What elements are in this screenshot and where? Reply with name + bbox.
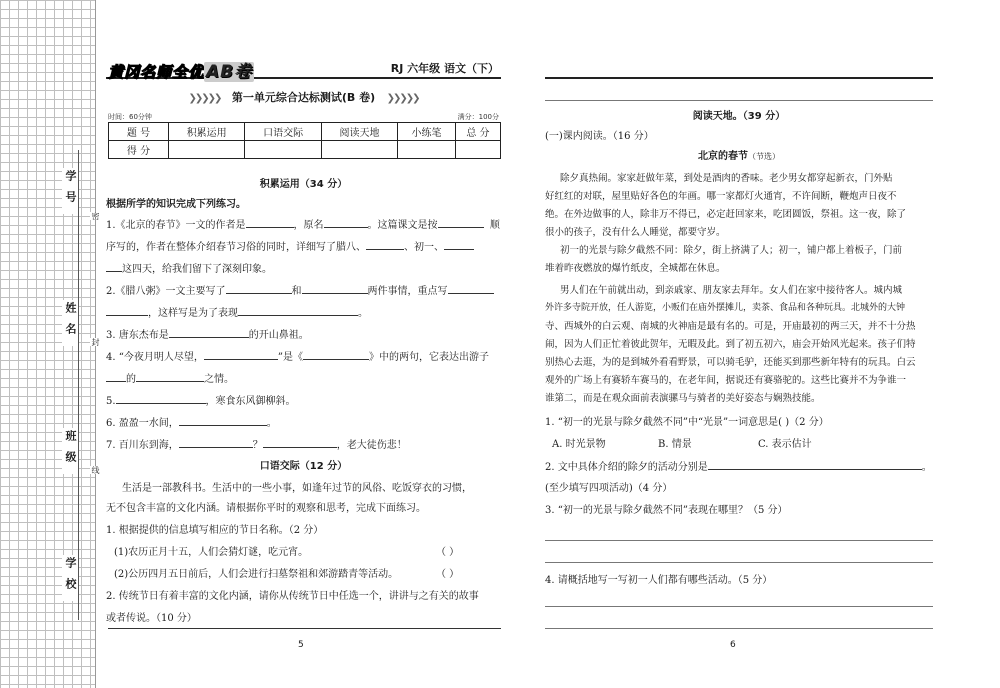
side-label-name: 姓名 [64, 302, 77, 344]
answer-line[interactable] [545, 628, 933, 629]
answer-line[interactable] [108, 628, 501, 629]
blank[interactable] [263, 436, 337, 448]
question-5: 5. ，寒食东风御柳斜。 [106, 392, 296, 411]
passage-line: 别热心去逛，为的是到城外看看野景，可以骑毛驴，还能买到那些新年特有的玩具。白云 [545, 357, 916, 368]
binding-margin [0, 0, 100, 688]
blank[interactable] [246, 216, 294, 228]
score-cell[interactable] [169, 141, 245, 159]
question-1-line-1: 1.《北京的春节》一文的作者是 ，原名 。这篇课文是按 顺 [106, 216, 500, 235]
answer-line[interactable] [545, 562, 933, 563]
passage-line: 谁第二，而是在观众面前表演骡马与骑者的美好姿态与娴熟技能。 [545, 393, 821, 404]
brand-ab: AB卷 [206, 62, 253, 82]
score-cell[interactable] [321, 141, 397, 159]
exam-total-score: 满分：100分 [457, 113, 499, 121]
passage-line: 除夕真热闹。家家赶做年菜，到处是酒肉的香味。老少男女都穿起新衣，门外贴 [560, 173, 893, 184]
blank[interactable] [179, 414, 267, 426]
option-c[interactable]: C. 表示估计 [758, 439, 812, 450]
passage-line: 男人们在午前就出动，到亲戚家、朋友家去拜年。女人们在家中接待客人。城内城 [560, 285, 903, 296]
page-number-right: 6 [730, 640, 736, 650]
blank[interactable] [438, 216, 484, 228]
score-cell[interactable] [455, 141, 500, 159]
blank[interactable] [448, 282, 494, 294]
exam-title: 第一单元综合达标测试(B 卷) [231, 91, 376, 104]
exam-title-row [106, 89, 501, 105]
blank[interactable] [136, 370, 204, 382]
right-header-rule [545, 77, 933, 79]
oral-question-1-item-2: (2)公历四月五日前后，人们会进行扫墓祭祖和郊游踏青等活动。 [114, 569, 399, 580]
chevron-decor-icon: ❯❯❯❯❯ [386, 93, 419, 104]
answer-line[interactable] [545, 606, 933, 607]
passage-line: 观外的广场上有赛轿车赛马的，在老年间，据说还有赛骆驼的。这些比赛并不为争谁一 [545, 375, 907, 386]
blank[interactable] [106, 260, 122, 272]
blank[interactable] [204, 348, 278, 360]
grade-label: RJ 六年级 语文（下） [390, 62, 499, 75]
answer-line[interactable] [545, 540, 933, 541]
side-label-school: 学校 [64, 557, 77, 599]
oral-question-2-line-2: 或者传说。（10 分） [106, 613, 197, 624]
option-b[interactable]: B. 情景 [658, 439, 692, 450]
passage-line: 绝。在外边做事的人，除非万不得已，必定赶回家来，吃团圆饭，祭祖。这一夜，除了 [545, 209, 907, 220]
passage-line: 初一的光景与除夕截然不同：除夕，街上挤满了人；初一，铺户都上着板子，门前 [560, 245, 903, 256]
side-label-student-id: 学号 [64, 170, 77, 212]
table-cell: 总 分 [455, 123, 500, 141]
blank[interactable] [366, 238, 404, 250]
passage-title: 北京的春节 [698, 151, 748, 162]
table-cell: 口语交际 [245, 123, 321, 141]
passage-line: 寺、西城外的白云观、南城的火神庙是最有名的。可是，开庙最初的两三天，并不十分热 [545, 321, 916, 332]
reading-question-4: 4. 请概括地写一写初一人们都有哪些活动。（5 分） [545, 575, 773, 586]
table-cell: 得 分 [109, 141, 169, 159]
question-4-line-1: 4. “今夜月明人尽望， ”是《 》中的两句，它表达出游子 [106, 348, 489, 367]
oral-question-2-line-1: 2. 传统节日有着丰富的文化内涵，请你从传统节日中任选一个，讲讲与之有关的故事 [106, 591, 479, 602]
question-2-line-1: 2.《腊八粥》一文主要写了 和 两件事情，重点写 [106, 282, 494, 301]
blank[interactable] [302, 282, 368, 294]
blank[interactable] [324, 216, 368, 228]
table-cell: 小练笔 [398, 123, 456, 141]
blank[interactable] [169, 326, 249, 338]
question-1-line-3: 这四天，给我们留下了深刻印象。 [106, 260, 272, 279]
question-2-line-2: ，这样写是为了表现 。 [106, 304, 368, 323]
question-3: 3. 唐东杰布是 的开山鼻祖。 [106, 326, 309, 345]
blank[interactable] [238, 304, 358, 316]
reading-question-3: 3. “初一的光景与除夕截然不同”表现在哪里？（5 分） [545, 505, 788, 516]
question-6: 6. 盈盈一水间， 。 [106, 414, 277, 433]
passage-line: 好红红的对联，屋里贴好各色的年画。哪一家都灯火通宵，不许间断，鞭炮声日夜不 [545, 191, 897, 202]
passage-line: 堆着昨夜燃放的爆竹纸皮，全城都在休息。 [545, 263, 726, 274]
reading-question-2: 2. 文中具体介绍的除夕的活动分别是 。 [545, 458, 932, 477]
section-2-paragraph: 无不包含丰富的文化内涵。请根据你平时的观察和思考，完成下面练习。 [106, 503, 426, 514]
section-2-paragraph: 生活是一部教科书。生活中的一些小事，如逢年过节的风俗、吃饭穿衣的习惯， [122, 483, 472, 494]
side-mark-line: 线 [91, 466, 100, 474]
passage-note: （节选） [748, 152, 780, 161]
answer-paren[interactable]: （ ） [436, 569, 460, 580]
blank[interactable] [303, 348, 369, 360]
question-1-line-2: 序写的，作者在整体介绍春节习俗的同时，详细写了腊八、 、初一、 [106, 238, 474, 257]
side-mark-seal: 密 [91, 212, 100, 220]
section-title-oral: 口语交际（12 分） [259, 461, 348, 472]
brand-text: 黄冈名师全优 [108, 63, 205, 81]
page-header [106, 55, 501, 82]
exam-meta [108, 112, 501, 122]
option-a[interactable]: A. 时光景物 [552, 439, 606, 450]
answer-line[interactable] [545, 100, 933, 101]
binding-line [78, 150, 79, 620]
table-row [109, 123, 501, 141]
passage-line: 很小的孩子，没有什么人睡觉，都要守岁。 [545, 227, 726, 238]
answer-paren[interactable]: （ ） [436, 547, 460, 558]
blank[interactable] [708, 458, 922, 470]
subsection-title: (一)课内阅读。（16 分） [545, 131, 654, 142]
chevron-decor-icon: ❯❯❯❯❯ [188, 93, 221, 104]
blank[interactable] [116, 392, 206, 404]
oral-question-1-item-1: (1)农历正月十五，人们会猜灯谜，吃元宵。 [114, 547, 309, 558]
table-row [109, 141, 501, 159]
section-intro: 根据所学的知识完成下列练习。 [106, 199, 246, 210]
table-cell: 题 号 [109, 123, 169, 141]
passage-heading [545, 148, 933, 166]
blank[interactable] [226, 282, 292, 294]
score-cell[interactable] [245, 141, 321, 159]
section-title-accumulation: 积累运用（34 分） [259, 179, 348, 190]
question-7: 7. 百川东到海， ？ ，老大徒伤悲！ [106, 436, 407, 455]
blank[interactable] [179, 436, 253, 448]
score-table [108, 122, 501, 159]
question-4-line-2: 的 之情。 [106, 370, 234, 389]
side-label-class: 班级 [64, 430, 77, 472]
table-cell: 阅读天地 [321, 123, 397, 141]
section-title-reading: 阅读天地。（39 分） [692, 111, 786, 122]
table-cell: 积累运用 [169, 123, 245, 141]
side-mark-envelope: 封 [91, 338, 100, 346]
blank[interactable] [106, 370, 126, 382]
passage-line: 闹，因为人们正忙着彼此贺年，无暇及此。到了初五初六，庙会开始风光起来。孩子们特 [545, 339, 916, 350]
blank[interactable] [444, 238, 474, 250]
reading-question-1: 1. “初一的光景与除夕截然不同”中“光景”一词意思是( )（2 分） [545, 417, 829, 428]
passage-line: 外许多寺院开放，任人游览，小贩们在庙外摆摊儿，卖茶、食品和各种玩具。北城外的大钟 [545, 303, 906, 313]
score-cell[interactable] [398, 141, 456, 159]
page-number-left: 5 [298, 640, 304, 650]
reading-question-2-note: (至少填写四项活动)（4 分） [545, 483, 673, 494]
exam-time: 时间：60分钟 [108, 113, 152, 121]
blank[interactable] [106, 304, 148, 316]
oral-question-1: 1. 根据提供的信息填写相应的节日名称。（2 分） [106, 525, 324, 536]
brand-logo [108, 57, 254, 82]
